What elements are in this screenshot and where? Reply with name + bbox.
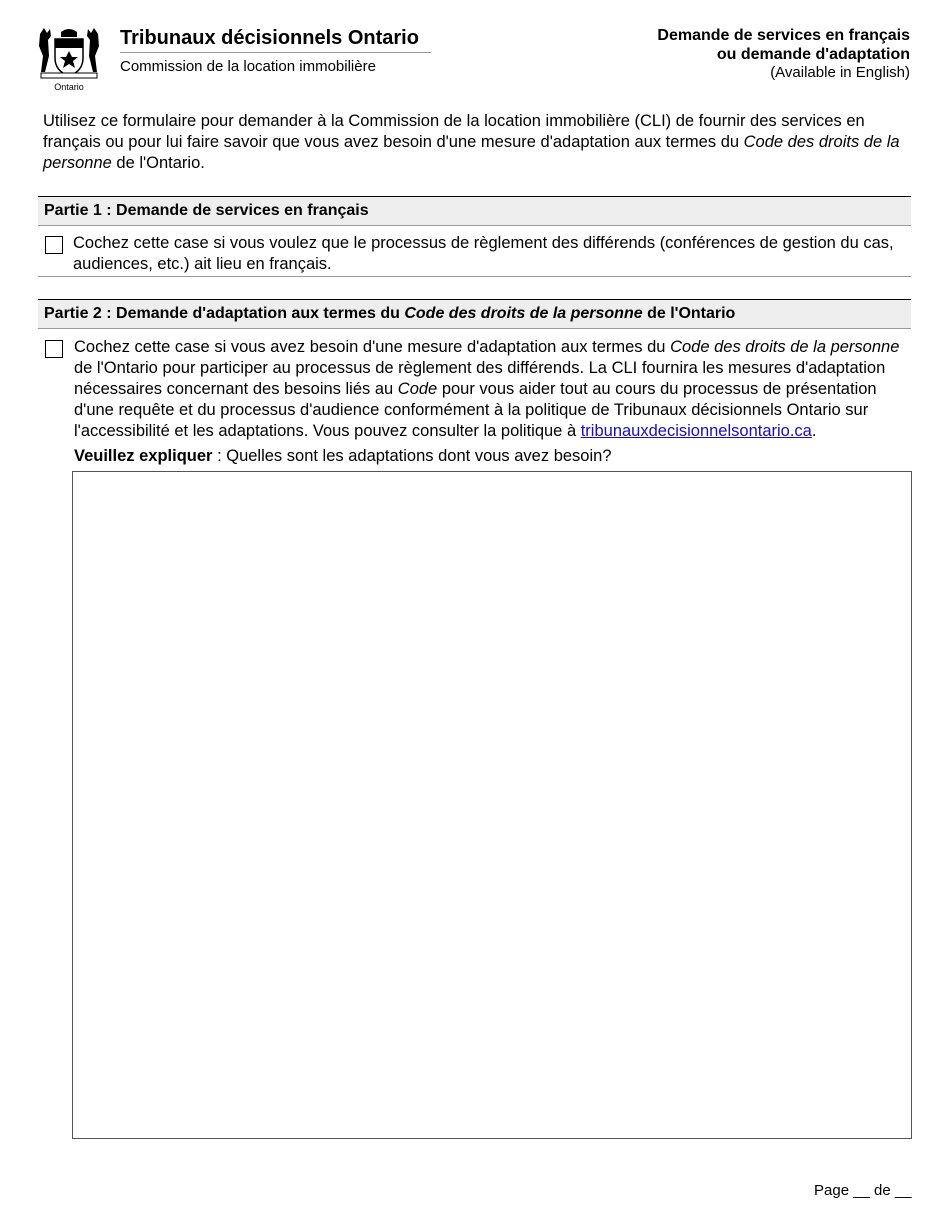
intro-code-italic: Code des droits de la personne — [43, 133, 900, 172]
accommodation-text-3: pour vous aider tout au cours du processus de présentation d'une requête et du processus d'audience conformément à la politique de Tribunaux décisionnels Ontario sur l'accessibilité et les adaptations. Vous pouvez consulter la politique à — [74, 380, 877, 440]
french-services-checkbox[interactable] — [45, 236, 63, 254]
accommodation-code-italic-2: Code — [397, 380, 438, 398]
part-1-prefix: Partie 1 : — [44, 202, 117, 219]
organization-name: Tribunaux décisionnels Ontario — [120, 26, 431, 53]
accommodation-code-italic-1: Code des droits de la personne — [670, 338, 900, 356]
part-1-title: Demande de services en français — [116, 202, 369, 219]
intro-paragraph — [43, 111, 913, 174]
explain-prompt — [74, 447, 612, 466]
accommodation-text-2: de l'Ontario pour participer au processus de règlement des différends. La CLI fournira les mesures d'adaptation nécessaires concernant des besoins liés au — [74, 359, 886, 398]
part-2-title-2: de l'Ontario — [642, 305, 736, 322]
accommodation-text-1: Cochez cette case si vous avez besoin d'une mesure d'adaptation aux termes du — [74, 338, 671, 356]
ontario-coat-of-arms-logo — [36, 26, 102, 94]
organization-block — [120, 26, 431, 75]
organization-subtitle: Commission de la location immobilière — [120, 58, 376, 75]
logo-label: Ontario — [54, 82, 84, 92]
part-2-prefix: Partie 2 : — [44, 305, 117, 322]
intro-text-1: Utilisez ce formulaire pour demander à la Commission de la location immobilière (CLI) de fournir des services en français ou pour lui faire savoir que vous avez besoin d'une mesure d'adaptation aux termes du — [43, 112, 865, 151]
french-services-checkbox-label: Cochez cette case si vous voulez que le processus de règlement des différends (conférences de gestion du cas, audiences, etc.) ait lieu en français. — [73, 234, 894, 273]
part-1-header — [38, 196, 911, 226]
explain-bold: Veuillez expliquer — [74, 447, 213, 465]
part-2-header — [38, 299, 911, 329]
form-title-line-2: ou demande d'adaptation — [716, 46, 910, 63]
intro-text-2: de l'Ontario. — [111, 154, 205, 172]
accommodation-explanation-field[interactable] — [72, 471, 912, 1139]
explain-question: : Quelles sont les adaptations dont vous avez besoin? — [212, 447, 612, 465]
form-title-line-1: Demande de services en français — [657, 27, 910, 44]
part-2-title-italic: Code des droits de la personne — [404, 305, 643, 322]
page-number: Page __ de __ — [814, 1182, 912, 1199]
form-title — [657, 26, 910, 82]
accommodation-checkbox-label — [74, 337, 914, 442]
form-title-language-note: (Available in English) — [770, 64, 910, 81]
part-2-title-1: Demande d'adaptation aux termes du — [116, 305, 405, 322]
part-1-bottom-divider — [38, 276, 911, 277]
tribunals-website-link[interactable]: tribunauxdecisionnelsontario.ca — [580, 422, 812, 440]
accommodation-checkbox[interactable] — [45, 340, 63, 358]
coat-of-arms-icon — [36, 26, 102, 80]
accommodation-text-4: . — [811, 422, 817, 440]
